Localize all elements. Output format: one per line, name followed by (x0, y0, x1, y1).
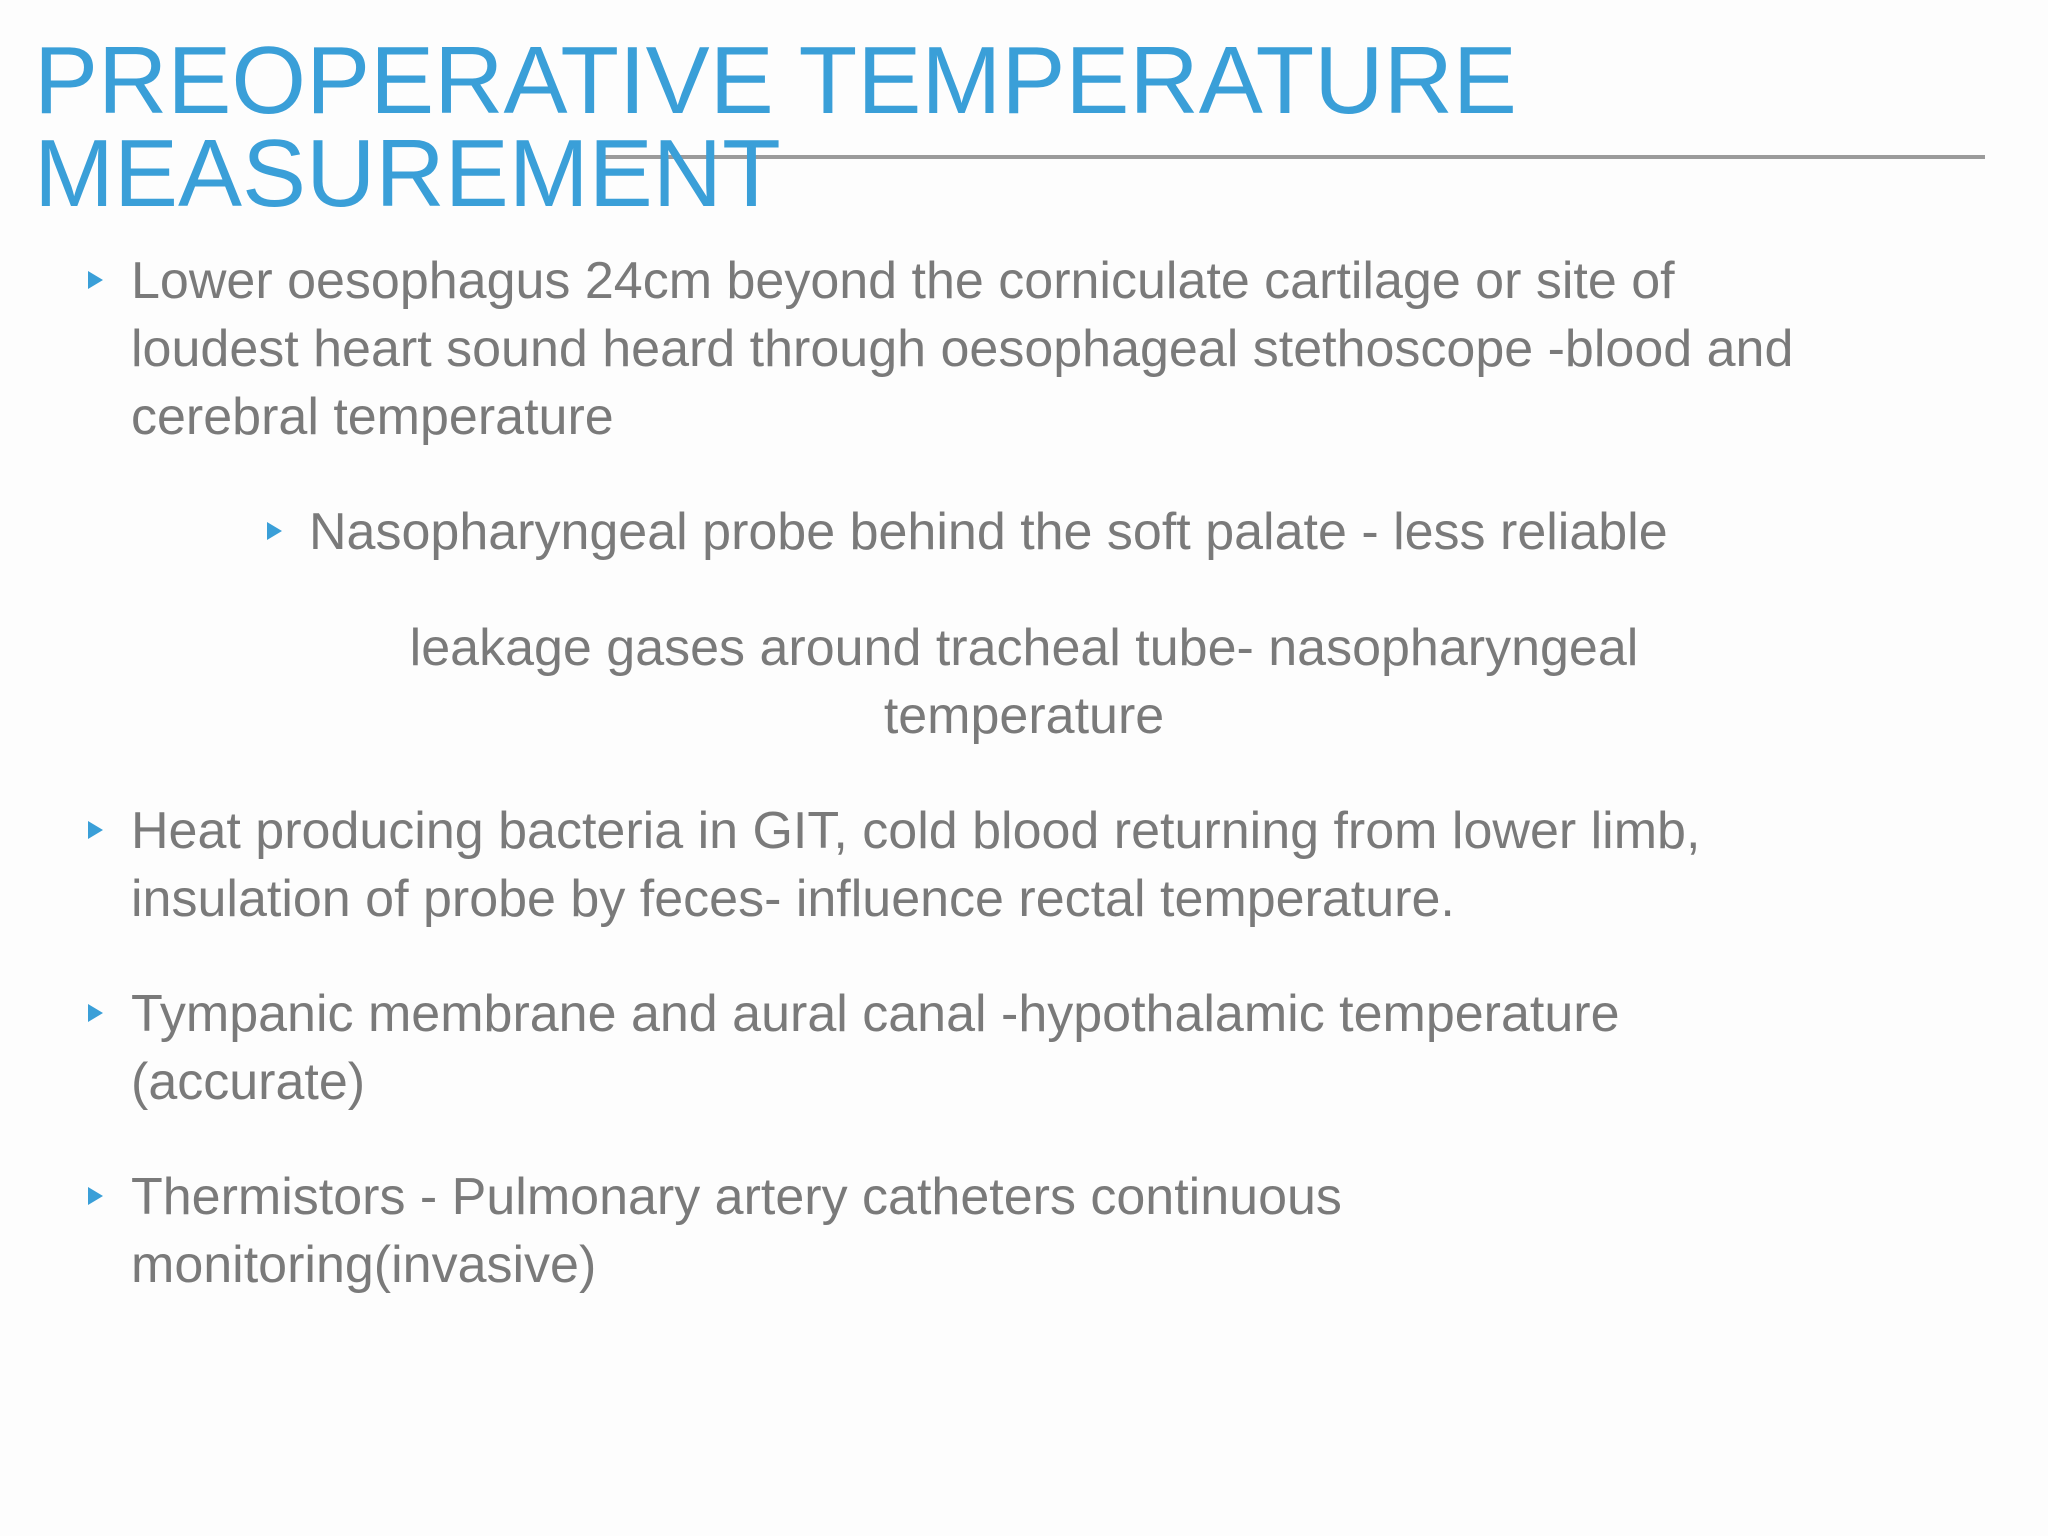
bullet-text-line: loudest heart sound heard through oesophageal stethoscope -blood and (131, 320, 1794, 378)
bullet-text (131, 797, 2001, 933)
centered-note-line: temperature (883, 687, 1165, 745)
slide-title-line-2: MEASUREMENT (34, 120, 781, 227)
bullet-text-line: insulation of probe by feces- influence rectal temperature. (131, 870, 1455, 928)
bullet-text-line: cerebral temperature (131, 388, 614, 446)
bullet-text (309, 498, 1989, 566)
bullet-text-line: monitoring(invasive) (131, 1236, 597, 1294)
centered-note (300, 614, 1748, 750)
slide-title (34, 27, 1517, 227)
bullet-text-line: Nasopharyngeal probe behind the soft palate - less reliable (309, 503, 1668, 561)
bullet-text-line: Lower oesophagus 24cm beyond the corniculate cartilage or site of (131, 252, 1675, 310)
centered-note-line: leakage gases around tracheal tube- nasopharyngeal (409, 619, 1639, 677)
bullet-text (131, 980, 2001, 1116)
slide-title-line-1: PREOPERATIVE TEMPERATURE (34, 27, 1517, 134)
triangle-right-icon (267, 522, 282, 540)
bullet-text-line: Tympanic membrane and aural canal -hypothalamic temperature (131, 985, 1620, 1043)
bullet-text-line: Thermistors - Pulmonary artery catheters continuous (131, 1168, 1342, 1226)
triangle-right-icon (88, 1004, 103, 1022)
triangle-right-icon (88, 821, 103, 839)
bullet-text (131, 247, 2001, 451)
triangle-right-icon (88, 1187, 103, 1205)
bullet-text (131, 1163, 2001, 1299)
triangle-right-icon (88, 271, 103, 289)
bullet-text-line: Heat producing bacteria in GIT, cold blood returning from lower limb, (131, 802, 1701, 860)
bullet-text-line: (accurate) (131, 1053, 366, 1111)
